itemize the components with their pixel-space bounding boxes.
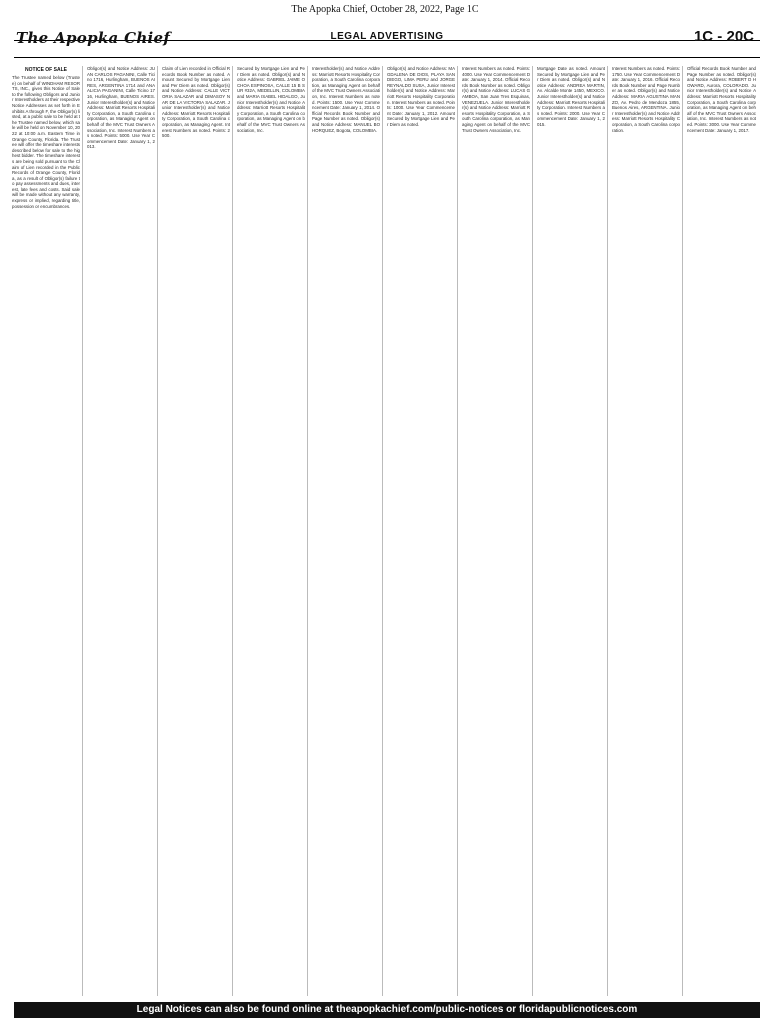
column-text: Interest Numbers as noted. Points: 4000. Use Year Commencement Date: January 1, 2014. Official Records Book Number as noted. Obligor(s) and Notice Address: LUCAS GAMBOA, San Juan Tres Esquinas, VENEZUELA. Junior Interestholder(s) and Notice Address: Marriott Resorts Hospitality Corporation, a South Carolina corporation, as Managing Agent on behalf of the MVC Trust Owners Association, Inc. <box>462 66 530 133</box>
running-head: The Apopka Chief, October 28, 2022, Page 1C <box>291 4 479 15</box>
paper-name: The Apopka Chief <box>16 29 171 47</box>
column-7 <box>462 66 533 996</box>
legal-notice-columns <box>12 66 758 996</box>
column-text: Official Records Book Number and Page Number as noted. Obligor(s) and Notice Address: ROBERT D HOWARD, Aurora, COLORADO. Junior Interestholder(s) and Notice Address: Marriott Resorts Hospitality Corporation, a South Carolina corporation, as Managing Agent on behalf of the MVC Trust Owners Association, Inc. Interest Numbers as noted. Points: 3000. Use Year Commencement Date: January 1, 2017. <box>687 66 756 133</box>
column-text: The Trustee named below (Trustee) on behalf of WINDHAM RESORTS, INC., gives this Notice of Sale to the following Obligors and Junior Interestholders at their respective Notice Addresses as set forth in Exhibits A through F, the Obligor(s) listed, at a public sale to be held at the Trustee named below, which sale will be held on November 10, 2022 at 10:00 a.m. Eastern Time in Orange County, Florida. The Trustee will offer the timeshare interests described below for sale to the highest bidder. The timeshare interests are being sold pursuant to the Claim of Lien recorded in the Public Records of Orange County, Florida, as a result of Obligor(s) failure to pay assessments and dues, interest, late fees and costs. Said sale will be made without any warranty, express or implied, regarding title, possession or encumbrances. <box>12 75 80 209</box>
column-text: Mortgage Date as noted. Amount Secured by Mortgage Lien and Per Diem as noted. Obligor(s) and Notice Address: ANDREA MARTIN, Av. Alcalde Monte 1450, MEXICO. Junior Interestholder(s) and Notice Address: Marriott Resorts Hospitality Corporation. Interest Numbers as noted. Points: 2000. Use Year Commencement Date: January 1, 2015. <box>537 66 605 127</box>
column-8 <box>537 66 608 996</box>
page-label: 1C - 20C <box>693 28 754 45</box>
section-title: LEGAL ADVERTISING <box>330 31 444 42</box>
column-10 <box>687 66 758 996</box>
column-text: Interestholder(s) and Notice Address: Marriott Resorts Hospitality Corporation, a South Carolina corporation, as Managing Agent on behalf of the MVC Trust Owners Association, Inc. Interest Numbers as noted. Points: 1500. Use Year Commencement Date: January 1, 2014. Official Records Book Number and Page Number as noted. Obligor(s) and Notice Address: MANUEL BOHORQUEZ, Bogota, COLOMBIA. <box>312 66 380 133</box>
column-1 <box>12 66 83 996</box>
footer-band: Legal Notices can also be found online at theapopkachief.com/public-notices or floridapublicnotices.com <box>14 1002 760 1018</box>
column-text: Obligor(s) and Notice Address: MAGDALENA DE DIOS, PLAYA SAN DIEGO, LIMA PERU and JORGE REYNALDO SUSA, Junior Interestholder(s) and Notice Address: Marriott Resorts Hospitality Corporation. Interest Numbers as noted. Points: 1000. Use Year Commencement Date: January 1, 2012. Amount Secured by Mortgage Lien and Per Diem as noted. <box>387 66 455 127</box>
column-text: Obligor(s) and Notice Address: JUAN CARLOS PAGANINI, Calle Ticino 1716, Hurlingham, BUENOS AIRES, ARGENTINA 1714 and ANA ALICIA PAGANINI, Calle Ticino 1716, Hurlingham, BUENOS AIRES. Junior Interestholder(s) and Notice Address: Marriott Resorts Hospitality Corporation, a South Carolina corporation, as Managing Agent on behalf of the MVC Trust Owners Association, Inc. Interest Numbers as noted. Points: 5000. Use Year Commencement Date: January 1, 2013. <box>87 66 155 150</box>
notice-title: NOTICE OF SALE <box>25 67 67 73</box>
column-text: Secured by Mortgage Lien and Per Diem as noted. Obligor(s) and Notice Address: GABRIEL JAIME OCHOA ESPINOSA, CALLE 15 B SUR #32A, MEDELLIN, COLOMBIA and MARIA ISABEL HIDALGO, Junior Interestholder(s) and Notice Address: Marriott Resorts Hospitality Corporation, a South Carolina corporation, as Managing Agent on behalf of the MVC Trust Owners Association, Inc. <box>237 66 305 133</box>
column-text: Claim of Lien recorded in Official Records Book Number as noted. Amount Secured by Mortgage Lien and Per Diem as noted. Obligor(s) and Notice Address: CALLE VICTORIA SALAZAR and DIMASOY NAR DE LA VICTORIA SALAZAR. Junior Interestholder(s) and Notice Address: Marriott Resorts Hospitality Corporation, a South Carolina corporation, as Managing Agent. Interest Numbers as noted. Points: 2500. <box>162 66 230 139</box>
column-5 <box>312 66 383 996</box>
column-9 <box>612 66 683 996</box>
column-3 <box>162 66 233 996</box>
masthead <box>14 28 760 58</box>
column-2 <box>87 66 158 996</box>
column-4 <box>237 66 308 996</box>
column-text: Interest Numbers as noted. Points: 1750. Use Year Commencement Date: January 1, 2016. Official Records Book Number and Page Number as noted. Obligor(s) and Notice Address: MARIA AGUSTINA MANZO, Av. Pedro de Mendoza 1855, Buenos Aires, ARGENTINA. Junior Interestholder(s) and Notice Address: Marriott Resorts Hospitality Corporation, a South Carolina corporation. <box>612 66 680 133</box>
column-6 <box>387 66 458 996</box>
